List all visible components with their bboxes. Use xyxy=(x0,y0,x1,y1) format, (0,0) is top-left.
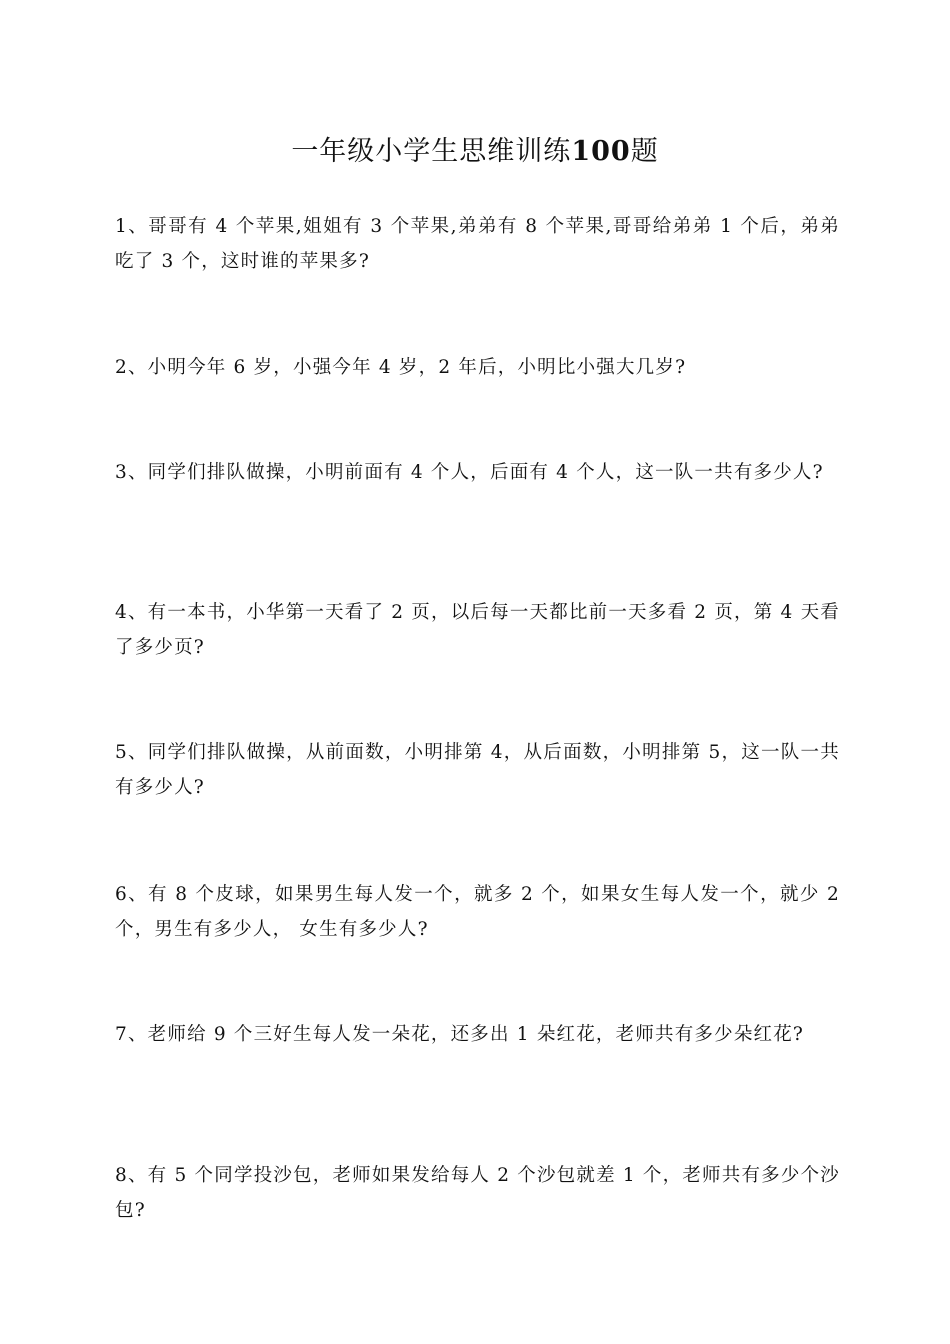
question-6: 6、有 8 个皮球，如果男生每人发一个，就多 2 个，如果女生每人发一个，就少 2 个，男生有多少人， 女生有多少人? xyxy=(115,884,840,940)
title-prefix: 一年级小学生思维训练 xyxy=(291,136,572,167)
question-5: 5、同学们排队做操，从前面数，小明排第 4，从后面数，小明排第 5，这一队一共有多少人? xyxy=(115,742,840,798)
title-suffix: 题 xyxy=(630,136,659,167)
title-number: 100 xyxy=(571,136,631,167)
question-8: 8、有 5 个同学投沙包，老师如果发给每人 2 个沙包就差 1 个，老师共有多少个沙包? xyxy=(115,1165,840,1221)
question-3: 3、同学们排队做操，小明前面有 4 个人，后面有 4 个人，这一队一共有多少人? xyxy=(115,462,824,483)
question-1: 1、哥哥有 4 个苹果,姐姐有 3 个苹果,弟弟有 8 个苹果,哥哥给弟弟 1 个后，弟弟吃了 3 个，这时谁的苹果多? xyxy=(115,216,840,272)
question-7: 7、老师给 9 个三好生每人发一朵花，还多出 1 朵红花，老师共有多少朵红花? xyxy=(115,1024,805,1045)
question-2: 2、小明今年 6 岁，小强今年 4 岁，2 年后，小明比小强大几岁? xyxy=(115,357,687,378)
page-title xyxy=(0,130,950,174)
question-4: 4、有一本书，小华第一天看了 2 页，以后每一天都比前一天多看 2 页，第 4 天看了多少页? xyxy=(115,602,840,658)
